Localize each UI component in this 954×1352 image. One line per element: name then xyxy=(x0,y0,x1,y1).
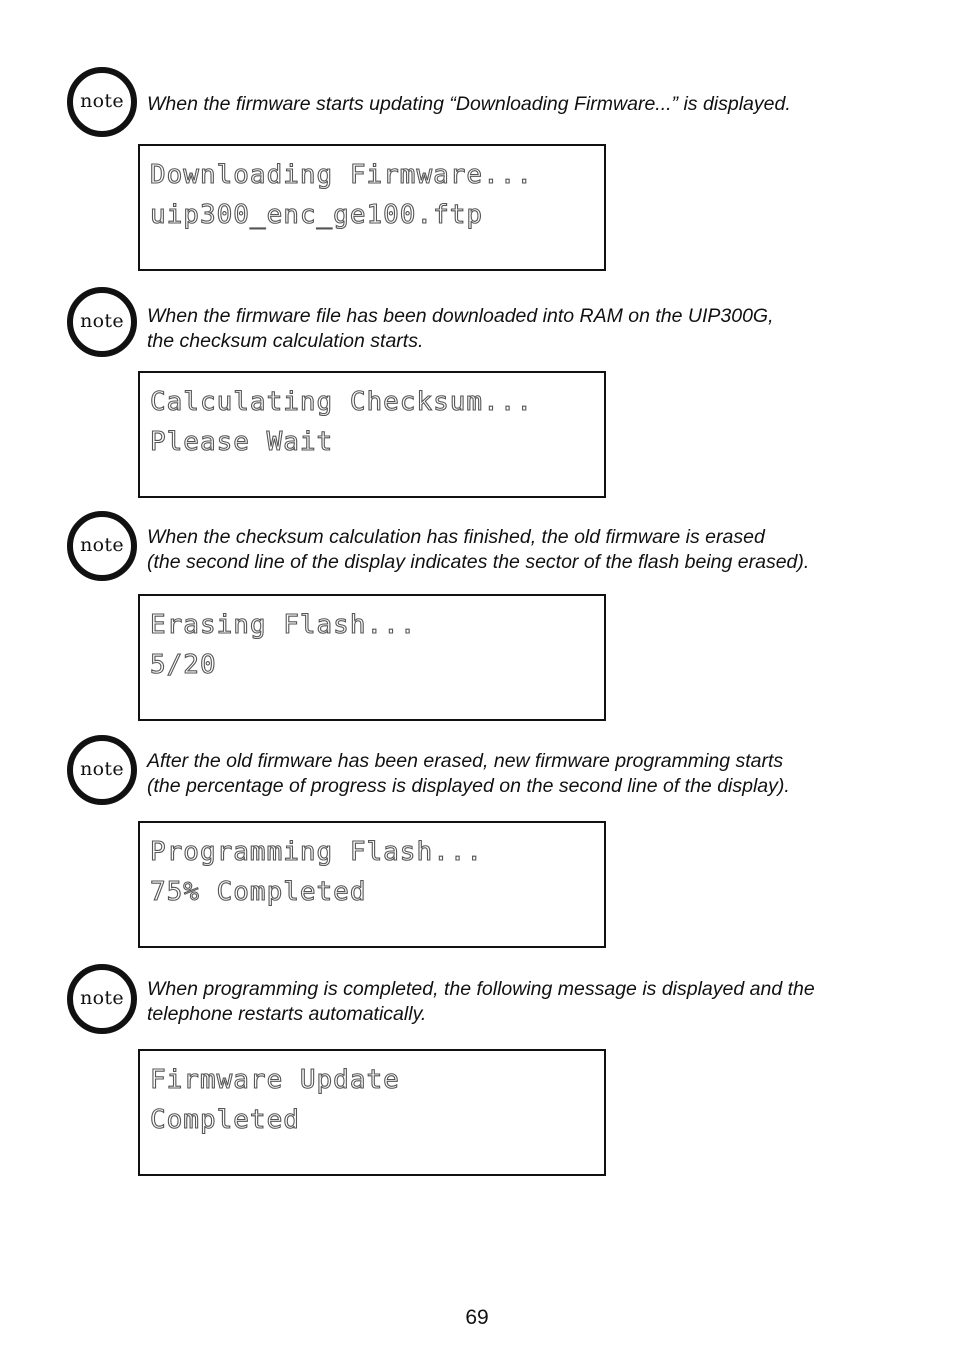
note-badge-label: note xyxy=(80,533,124,556)
lcd-line-1: Firmware Update xyxy=(150,1065,400,1095)
note-line: After the old firmware has been erased, new firmware programming starts xyxy=(147,750,784,772)
note-icon xyxy=(67,964,137,1034)
note-line: When the firmware starts updating “Downloading Firmware...” is displayed. xyxy=(147,93,791,115)
note-icon xyxy=(67,511,137,581)
lcd-display-downloading xyxy=(138,144,606,271)
note-text-downloading xyxy=(147,92,907,117)
lcd-line-1: Erasing Flash... xyxy=(150,610,417,640)
lcd-display-erasing xyxy=(138,594,606,721)
lcd-line-1: Programming Flash... xyxy=(150,837,484,867)
lcd-line-2: 75% Completed xyxy=(150,877,367,907)
note-line: the checksum calculation starts. xyxy=(147,330,424,352)
lcd-display-checksum xyxy=(138,371,606,498)
lcd-display-programming xyxy=(138,821,606,948)
note-text-programming xyxy=(147,749,907,799)
note-line: (the percentage of progress is displayed on the second line of the display). xyxy=(147,775,790,797)
note-badge-label: note xyxy=(80,309,124,332)
note-badge-label: note xyxy=(80,89,124,112)
lcd-line-2: Completed xyxy=(150,1105,300,1135)
lcd-line-2: 5/20 xyxy=(150,650,217,680)
note-text-checksum xyxy=(147,304,907,354)
note-line: When programming is completed, the following message is displayed and the xyxy=(147,978,815,1000)
note-line: (the second line of the display indicates the sector of the flash being erased). xyxy=(147,551,810,573)
page-number: 69 xyxy=(465,1306,489,1329)
lcd-line-1: Calculating Checksum... xyxy=(150,387,534,417)
note-icon xyxy=(67,287,137,357)
note-line: When the checksum calculation has finished, the old firmware is erased xyxy=(147,526,765,548)
lcd-line-2: Please Wait xyxy=(150,427,334,457)
lcd-display-completed xyxy=(138,1049,606,1176)
note-icon xyxy=(67,67,137,137)
note-icon xyxy=(67,735,137,805)
lcd-line-1: Downloading Firmware... xyxy=(150,160,534,190)
lcd-line-2: uip300_enc_ge100.ftp xyxy=(150,200,484,230)
note-line: telephone restarts automatically. xyxy=(147,1003,427,1025)
note-badge-label: note xyxy=(80,986,124,1009)
note-text-erasing xyxy=(147,525,907,575)
note-badge-label: note xyxy=(80,757,124,780)
note-line: When the firmware file has been downloaded into RAM on the UIP300G, xyxy=(147,305,774,327)
note-text-completed xyxy=(147,977,907,1027)
